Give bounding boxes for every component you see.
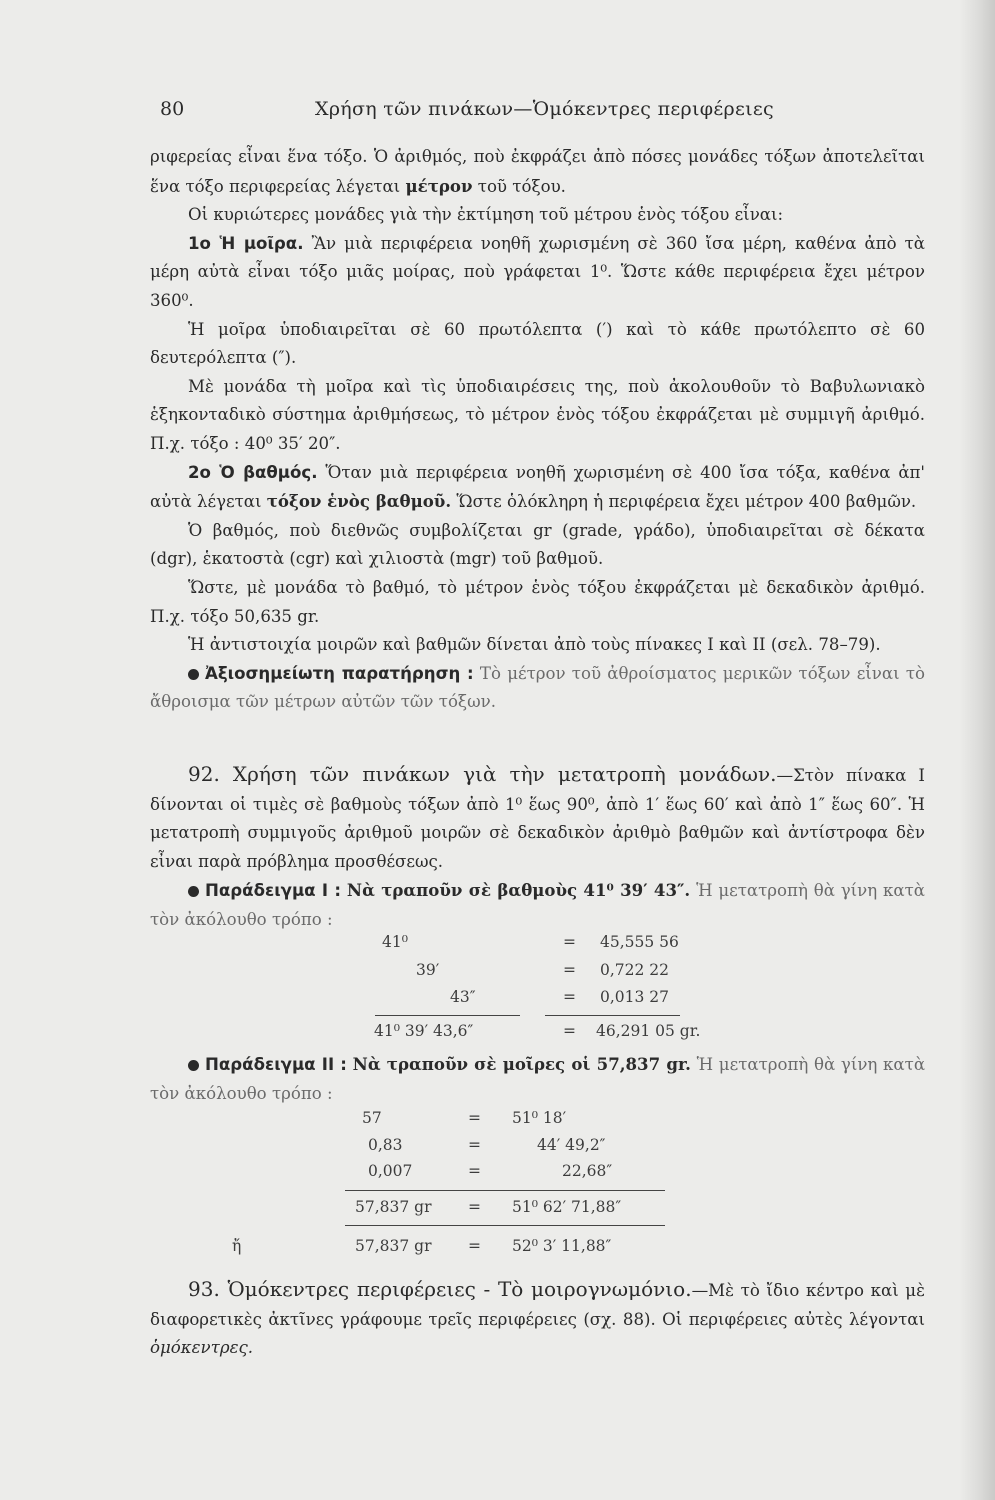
calc2-final-eq: =: [468, 1237, 481, 1255]
calc2-total-right: 51⁰ 62′ 71,88″: [512, 1198, 622, 1216]
section-92-title: 92. Χρήση τῶν πινάκων γιὰ τὴν μετατροπὴ μονάδων.: [188, 762, 777, 786]
example-2: Παράδειγμα ΙΙ : Νὰ τραποῦν σὲ μοῖρες οἱ 57,837 gr. Ἡ μετατροπὴ θὰ γίνη κατὰ τὸν ἀκόλουθο τρόπο :: [150, 1054, 926, 1103]
paragraph-2: Οἱ κυριώτερες μονάδες γιὰ τὴν ἐκτίμηση τοῦ μέτρου ἑνὸς τόξου εἶναι:: [188, 205, 784, 225]
calc1-row3-right: 0,013 27: [600, 988, 670, 1006]
paragraph-minutes: Ἡ μοῖρα ὑποδιαιρεῖται σὲ 60 πρωτόλεπτα (′) καὶ τὸ κάθε πρωτόλεπτο σὲ 60 δευτερόλεπτα (″).: [150, 319, 925, 368]
calc2-row3-right: 22,68″: [562, 1162, 613, 1180]
calc2-final-right: 52⁰ 3′ 11,88″: [512, 1237, 612, 1255]
calc1-row1-left: 41⁰: [382, 933, 408, 951]
section-93: [150, 1275, 925, 1363]
running-header: Χρήση τῶν πινάκων—Ὁμόκεντρες περιφέρειες: [315, 98, 774, 120]
section-92: [150, 760, 925, 935]
calc2-or-label: ἤ: [232, 1237, 242, 1255]
calc2-row3-left: 0,007: [368, 1162, 413, 1180]
calc2-sum-rule: [345, 1190, 665, 1191]
calc2-row2-right: 44′ 49,2″: [537, 1136, 606, 1154]
calc2-row1-right: 51⁰ 18′: [512, 1109, 567, 1127]
calc1-row3-left: 43″: [450, 988, 476, 1006]
calc2-row1-left: 57: [362, 1109, 382, 1127]
calc2-total-left: 57,837 gr: [355, 1198, 432, 1216]
paragraph-gr-symbol: Ὁ βαθμός, ποὺ διεθνῶς συμβολίζεται gr (grade, γράδο), ὑποδιαιρεῖται σὲ δέκατα (dgr), ἑκατοστὰ (cgr) καὶ χιλιοστὰ (mgr) τοῦ βαθμοῦ.: [150, 520, 925, 569]
bullet-icon: [188, 669, 199, 680]
page-number: 80: [160, 98, 185, 120]
bullet-icon: [188, 886, 199, 897]
calc2-row1-eq: =: [468, 1109, 481, 1127]
section-93-text: 93. Ὁμόκεντρες περιφέρειες - Τὸ μοιρογνωμόνιο.—Μὲ τὸ ἴδιο κέντρο καὶ μὲ διαφορετικὲς ἀκτῖνες γράφουμε τρεῖς περιφέρειες (σχ. 88). Οἱ περιφέρειες αὐτὲς λέγονται ὁμόκεντρες.: [150, 1277, 925, 1358]
example-1: Παράδειγμα Ι : Νὰ τραποῦν σὲ βαθμοὺς 41⁰ 39′ 43″. Ἡ μετατροπὴ θὰ γίνη κατὰ τὸν ἀκόλουθο τρόπο :: [150, 880, 926, 929]
paragraph-decimal: Ὥστε, μὲ μονάδα τὸ βαθμό, τὸ μέτρον ἑνὸς τόξου ἐκφράζεται μὲ δεκαδικὸν ἀριθμό. Π.χ. τόξο 50,635 gr.: [150, 577, 925, 626]
paragraph-grade: 2ο Ὁ βαθμός. Ὅταν μιὰ περιφέρεια νοηθῆ χωρισμένη σὲ 400 ἴσα τόξα, καθένα ἀπ' αὐτὰ λέγεται τόξον ἑνὸς βαθμοῦ. Ὥστε ὁλόκληρη ἡ περιφέρεια ἔχει μέτρον 400 βαθμῶν.: [150, 462, 925, 512]
calc2-row2-eq: =: [468, 1136, 481, 1154]
paragraph-babylonian: Μὲ μονάδα τὴ μοῖρα καὶ τὶς ὑποδιαιρέσεις της, ποὺ ἀκολουθοῦν τὸ Βαβυλωνιακὸ ἑξηκονταδικὸ σύστημα ἀριθμήσεως, τὸ μέτρον ἑνὸς τόξου ἐκφράζεται μὲ συμμιγῆ ἀριθμό. Π.χ. τόξο : 40⁰ 35′ 20″.: [150, 376, 925, 453]
example-2-block: [150, 1050, 925, 1108]
calc1-sum-rule-right: [545, 1015, 680, 1016]
calc1-row1-right: 45,555 56: [600, 933, 679, 951]
calc1-row3-eq: =: [563, 988, 576, 1006]
calc1-sum-rule-left: [375, 1015, 520, 1016]
calc1-row1-eq: =: [563, 933, 576, 951]
section-93-title: 93. Ὁμόκεντρες περιφέρειες - Τὸ μοιρογνωμόνιο.: [188, 1277, 692, 1301]
calc1-total-right: 46,291 05 gr.: [596, 1022, 701, 1040]
calc2-final-left: 57,837 gr: [355, 1237, 432, 1255]
calc2-row2-left: 0,83: [368, 1136, 403, 1154]
calc1-total-eq: =: [563, 1022, 576, 1040]
calc1-row2-left: 39′: [416, 961, 440, 979]
body-text: [150, 143, 925, 717]
calc2-final-rule: [345, 1225, 665, 1226]
calc1-row2-right: 0,722 22: [600, 961, 670, 979]
calc2-total-eq: =: [468, 1198, 481, 1216]
calc2-row3-eq: =: [468, 1162, 481, 1180]
paragraph-1: ριφερείας εἶναι ἕνα τόξο. Ὁ ἀριθμός, ποὺ ἐκφράζει ἀπὸ πόσες μονάδες τόξων ἀποτελεῖται ἕνα τόξο περιφερείας λέγεται μέτρον τοῦ τόξου.: [150, 147, 925, 196]
calc1-row2-eq: =: [563, 961, 576, 979]
bullet-icon: [188, 1060, 199, 1071]
paragraph-tables-ref: Ἡ ἀντιστοιχία μοιρῶν καὶ βαθμῶν δίνεται ἀπὸ τοὺς πίνακες Ι καὶ ΙΙ (σελ. 78–79).: [188, 635, 881, 655]
paragraph-note: Ἀξιοσημείωτη παρατήρηση : Τὸ μέτρον τοῦ ἀθροίσματος μερικῶν τόξων εἶναι τὸ ἄθροισμα τῶν μέτρων αὐτῶν τῶν τόξων.: [150, 663, 925, 712]
paragraph-degree: 1ο Ἡ μοῖρα. Ἂν μιὰ περιφέρεια νοηθῆ χωρισμένη σὲ 360 ἴσα μέρη, καθένα ἀπὸ τὰ μέρη αὐτὰ εἶναι τόξο μιᾶς μοίρας, ποὺ γράφεται 1⁰. Ὥστε κάθε περιφέρεια ἔχει μέτρον 360⁰.: [150, 233, 925, 310]
section-92-text: 92. Χρήση τῶν πινάκων γιὰ τὴν μετατροπὴ μονάδων.—Στὸν πίνακα Ι δίνονται οἱ τιμὲς σὲ βαθμοὺς τόξων ἀπὸ 1⁰ ἕως 90⁰, ἀπὸ 1′ ἕως 60′ καὶ ἀπὸ 1″ ἕως 60″. Ἡ μετατροπὴ συμμιγοῦς ἀριθμοῦ μοιρῶν σὲ δεκαδικὸν ἀριθμὸ βαθμῶν καὶ ἀντίστροφα δὲν εἶναι παρὰ πρόβλημα προσθέσεως.: [150, 762, 925, 871]
calc1-total-left: 41⁰ 39′ 43,6″: [374, 1022, 474, 1040]
